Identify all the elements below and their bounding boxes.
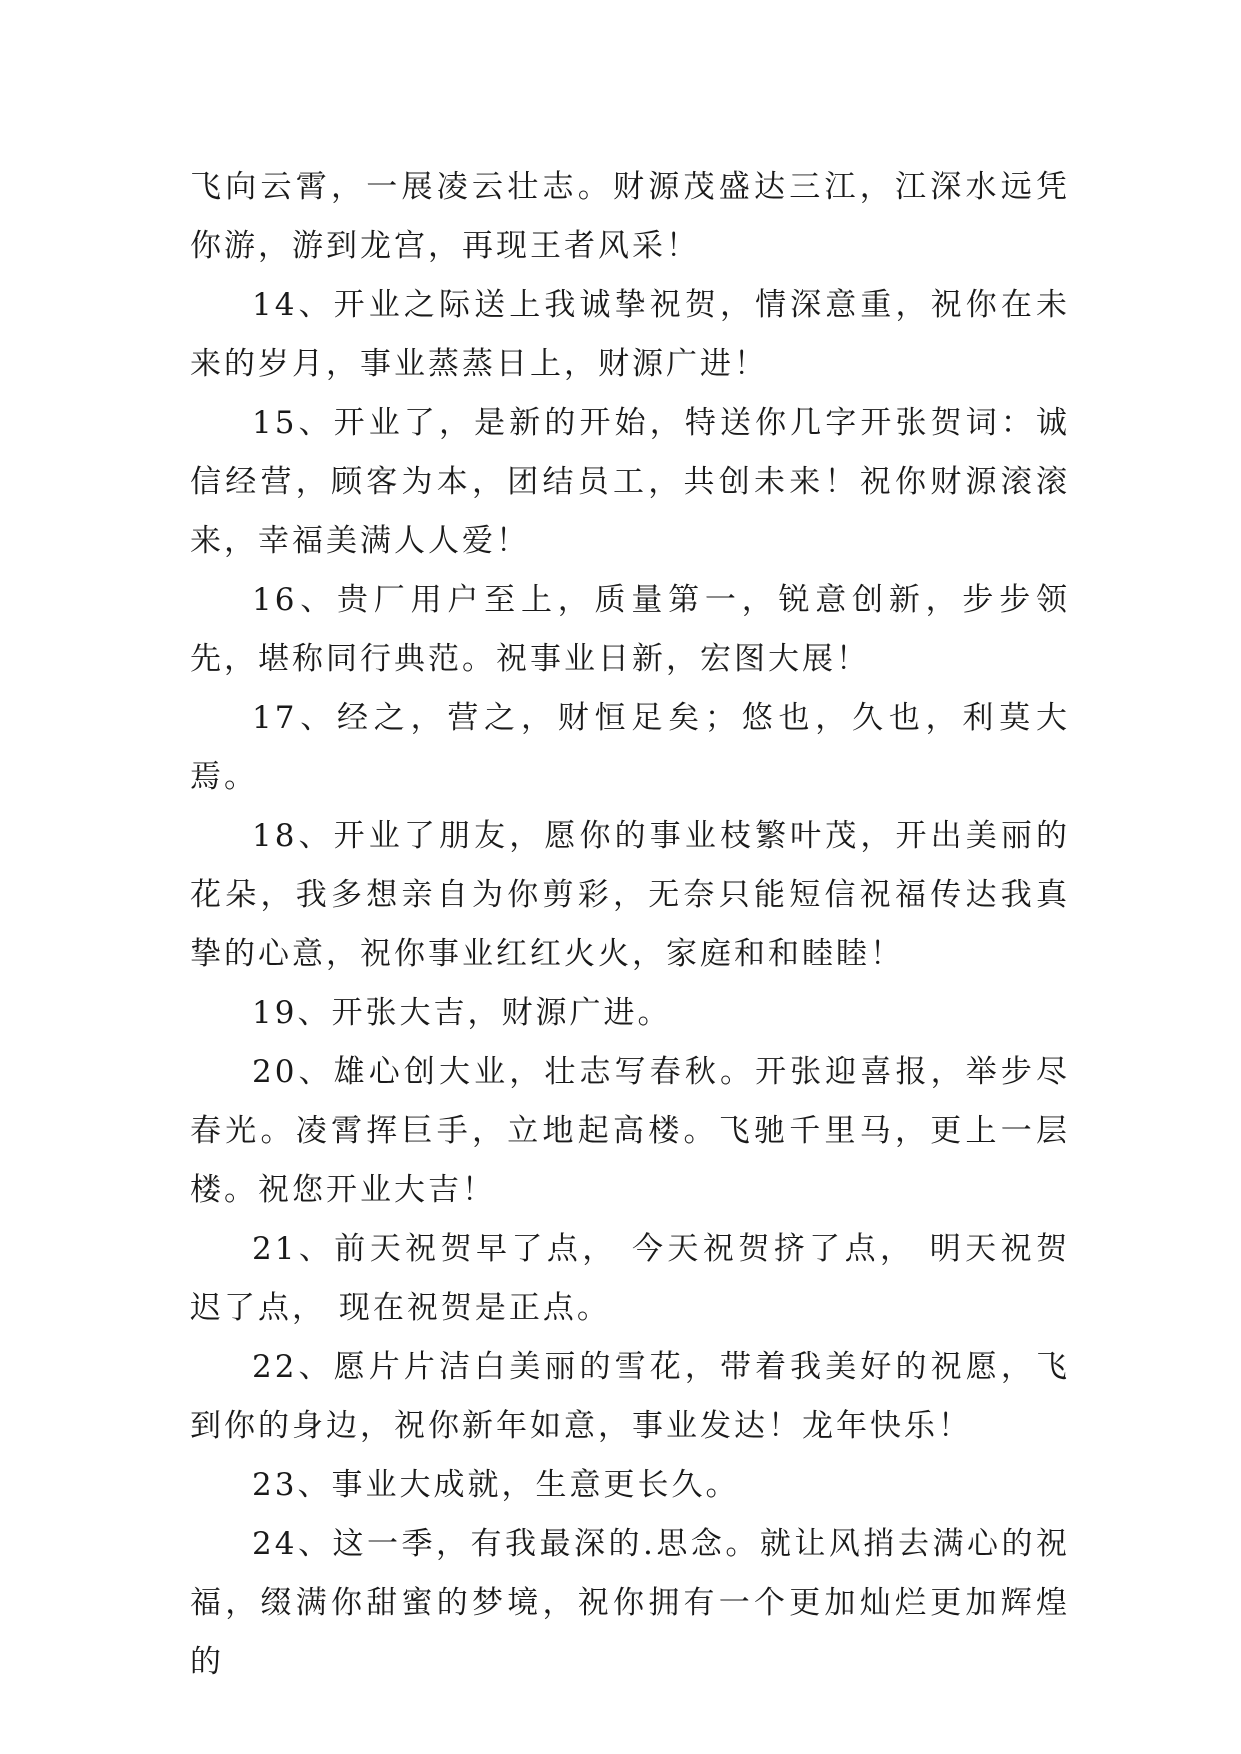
paragraph: 18、开业了朋友，愿你的事业枝繁叶茂，开出美丽的花朵，我多想亲自为你剪彩，无奈只能短信祝福传达我真挚的心意，祝你事业红红火火，家庭和和睦睦！	[190, 818, 1070, 972]
paragraph: 22、愿片片洁白美丽的雪花，带着我美好的祝愿，飞到你的身边，祝你新年如意，事业发达！龙年快乐！	[190, 1349, 1070, 1444]
paragraph: 23、事业大成就，生意更长久。	[252, 1467, 740, 1503]
paragraph: 20、雄心创大业，壮志写春秋。开张迎喜报，举步尽春光。凌霄挥巨手，立地起高楼。飞驰千里马，更上一层楼。祝您开业大吉！	[190, 1054, 1070, 1208]
paragraph: 21、前天祝贺早了点， 今天祝贺挤了点， 明天祝贺迟了点， 现在祝贺是正点。	[190, 1231, 1070, 1326]
paragraph: 16、贵厂用户至上，质量第一，锐意创新，步步领先，堪称同行典范。祝事业日新，宏图大展！	[190, 582, 1070, 677]
paragraph: 19、开张大吉，财源广进。	[252, 995, 672, 1031]
paragraph: 17、经之，营之，财恒足矣；悠也，久也，利莫大焉。	[190, 700, 1070, 795]
paragraph: 飞向云霄，一展凌云壮志。财源茂盛达三江，江深水远凭你游，游到龙宫，再现王者风采！	[190, 169, 1070, 264]
paragraph: 15、开业了，是新的开始，特送你几字开张贺词：诚信经营，顾客为本，团结员工，共创未来！祝你财源滚滚来，幸福美满人人爱！	[190, 405, 1070, 559]
paragraph: 24、这一季，有我最深的.思念。就让风捎去满心的祝福，缀满你甜蜜的梦境，祝你拥有一个更加灿烂更加辉煌的	[190, 1526, 1070, 1680]
document-body	[190, 158, 1070, 1692]
paragraph: 14、开业之际送上我诚挚祝贺，情深意重，祝你在未来的岁月，事业蒸蒸日上，财源广进！	[190, 287, 1070, 382]
